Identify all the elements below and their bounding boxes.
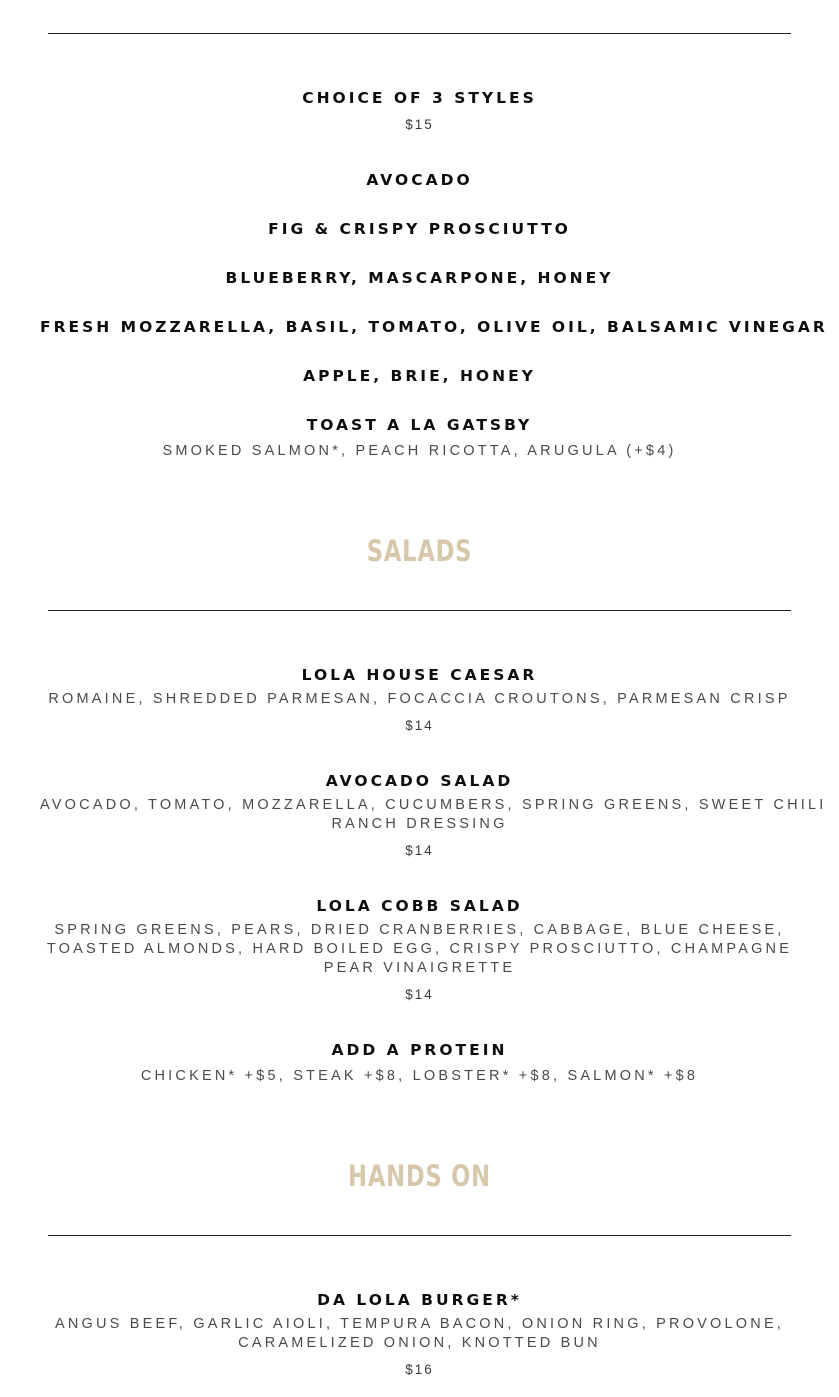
toast-style-blueberry: BLUEBERRY, MASCARPONE, HONEY [225,269,614,287]
menu-item-price: $14 [405,718,434,733]
toast-style-gatsby: TOAST A LA GATSBY [306,416,533,434]
menu-item-description: SPRING GREENS, PEARS, DRIED CRANBERRIES, CABBAGE, BLUE CHEESE, [54,922,785,938]
menu-item-description: AVOCADO, TOMATO, MOZZARELLA, CUCUMBERS, SPRING GREENS, SWEET CHILI [40,797,827,813]
divider-salads [48,610,791,611]
divider-top [48,33,791,34]
menu-item-name: LOLA COBB SALAD [316,897,523,915]
toast-gatsby-description: SMOKED SALMON*, PEACH RICOTTA, ARUGULA (+$4) [162,443,677,459]
menu-item-name: ADD A PROTEIN [331,1041,508,1059]
menu-item-name: LOLA HOUSE CAESAR [301,666,538,684]
toast-price: $15 [405,117,434,132]
divider-hands-on [48,1235,791,1236]
menu-item-price: $14 [405,987,434,1002]
menu-item-price: $14 [405,843,434,858]
menu-item-description: PEAR VINAIGRETTE [323,960,516,976]
menu-item-description: CHICKEN* +$5, STEAK +$8, LOBSTER* +$8, SALMON* +$8 [140,1068,699,1084]
toast-title: CHOICE OF 3 STYLES [302,89,537,107]
menu-item-description: ANGUS BEEF, GARLIC AIOLI, TEMPURA BACON, ONION RING, PROVOLONE, [54,1316,785,1332]
menu-item-description: CARAMELIZED ONION, KNOTTED BUN [238,1335,601,1351]
toast-style-avocado: AVOCADO [366,171,473,189]
menu-item-description: TOASTED ALMONDS, HARD BOILED EGG, CRISPY PROSCIUTTO, CHAMPAGNE [46,941,793,957]
menu-item-description: RANCH DRESSING [331,816,508,832]
section-heading-hands-on: HANDS ON [348,1159,491,1193]
toast-style-fig-prosciutto: FIG & CRISPY PROSCIUTTO [268,220,571,238]
toast-style-apple-brie: APPLE, BRIE, HONEY [303,367,536,385]
menu-item-name: AVOCADO SALAD [325,772,514,790]
menu-item-name: DA LOLA BURGER* [317,1291,522,1309]
section-heading-salads: SALADS [366,534,473,568]
menu-item-description: ROMAINE, SHREDDED PARMESAN, FOCACCIA CROUTONS, PARMESAN CRISP [48,691,791,707]
toast-style-mozzarella: FRESH MOZZARELLA, BASIL, TOMATO, OLIVE OIL, BALSAMIC VINEGAR [40,318,828,336]
menu-item-price: $16 [405,1362,434,1377]
